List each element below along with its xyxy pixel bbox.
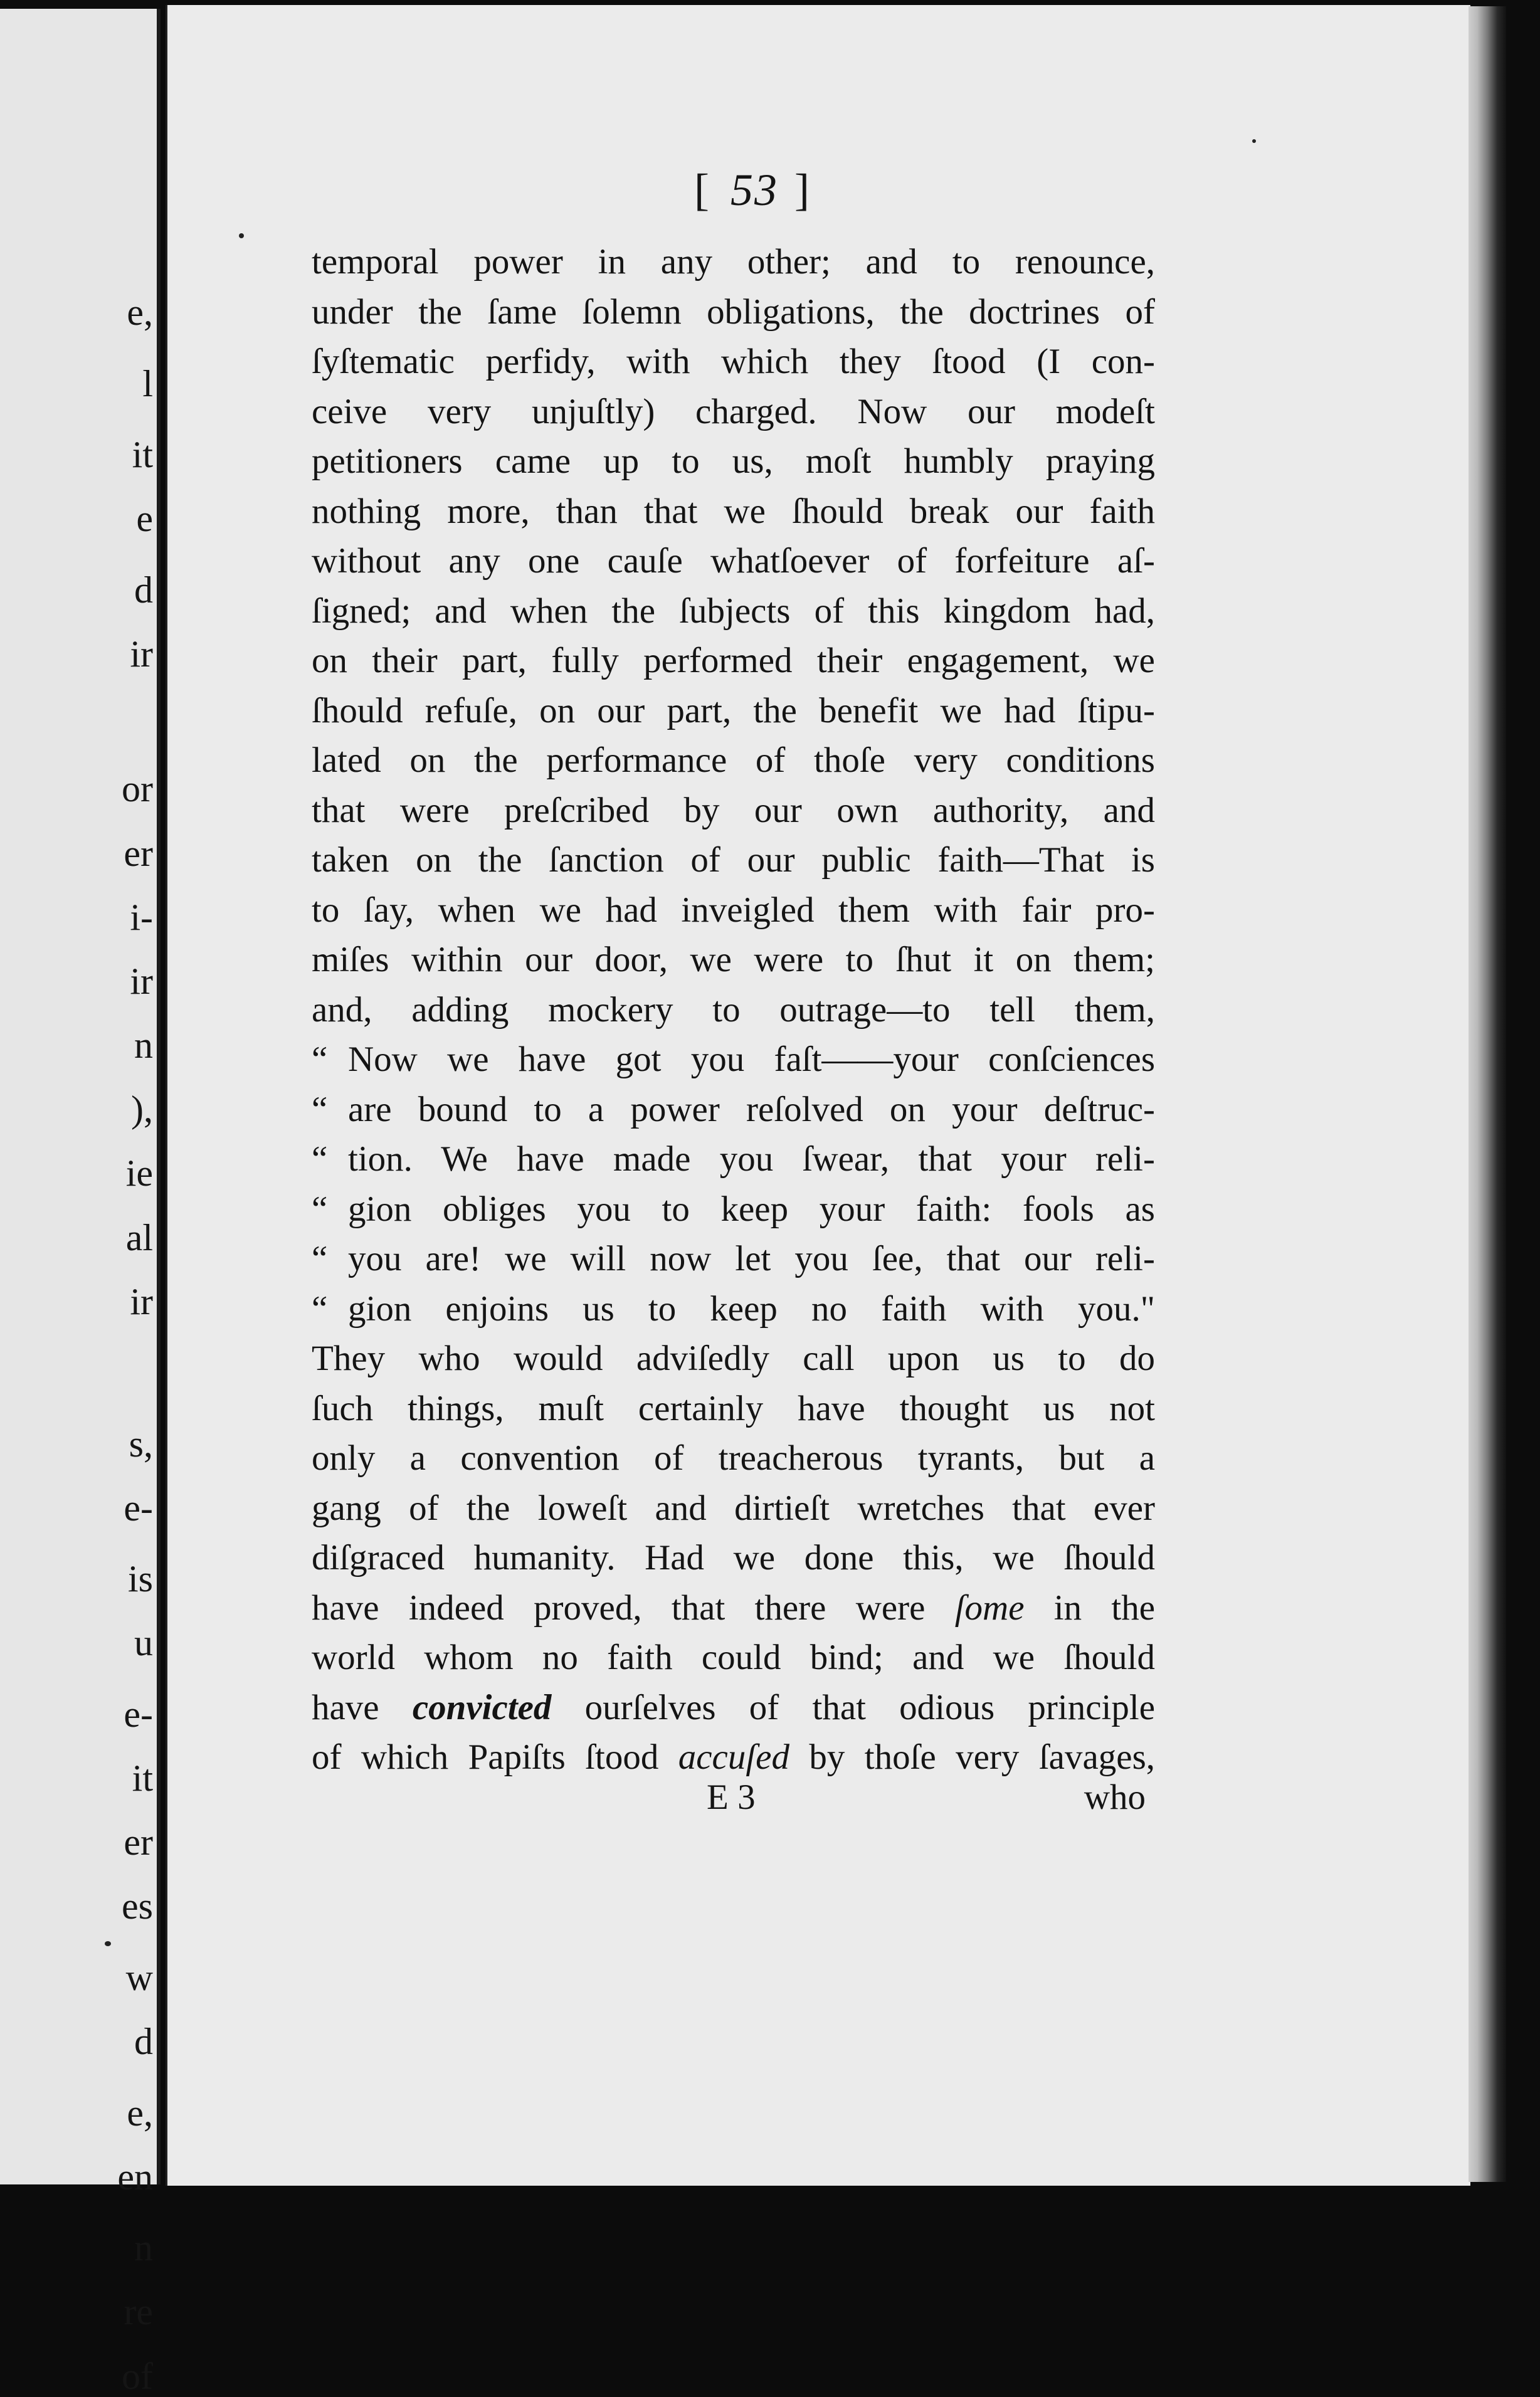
left-edge-fragment: ir <box>130 960 153 1002</box>
text-line: that were preſcribed by our own authority, and <box>312 790 1155 830</box>
folio-close-bracket: ] <box>794 165 815 215</box>
book-page <box>166 5 1470 2186</box>
left-edge-fragment: i- <box>130 896 153 938</box>
text-line: ſuch things, muſt certainly have thought us not <box>312 1388 1155 1428</box>
left-edge-fragment: d <box>134 2021 153 2063</box>
left-edge-fragment: ir <box>130 633 153 675</box>
text-span: in the <box>1024 1588 1155 1628</box>
quote-mark: “ <box>312 1288 328 1329</box>
quoted-text: gion obliges you to keep your faith: fools as <box>348 1189 1155 1229</box>
left-edge-fragment: is <box>127 1558 153 1600</box>
left-edge-fragment: ir <box>130 1280 153 1322</box>
left-edge-fragment: e <box>136 498 153 540</box>
quoted-line <box>312 1085 1155 1135</box>
left-edge-fragment: n <box>134 1025 153 1067</box>
italic-word: accuſed <box>678 1737 789 1777</box>
text-line: without any one cauſe whatſoever of forfeiture aſ- <box>312 541 1155 581</box>
quoted-line <box>312 1184 1155 1235</box>
quote-mark: “ <box>312 1139 328 1179</box>
italic-word: ſome <box>954 1588 1025 1628</box>
left-facing-page <box>0 9 161 2397</box>
left-edge-fragment: d <box>134 569 153 611</box>
quoted-text: Now we have got you faſt——your conſciences <box>348 1040 1155 1079</box>
text-line: ſyſtematic perfidy, with which they ſtood (I con- <box>312 342 1155 381</box>
folio-number: 53 <box>730 165 778 215</box>
text-line: miſes within our door, we were to ſhut it on them; <box>312 940 1155 979</box>
left-edge-fragment: re <box>124 2291 153 2333</box>
body-text <box>312 237 1155 1783</box>
quoted-text: you are! we will now let you ſee, that our reli- <box>348 1239 1155 1278</box>
text-line: under the ſame ſolemn obligations, the doctrines of <box>312 292 1155 332</box>
italic-word: convicted <box>412 1687 552 1727</box>
left-edge-fragment: al <box>125 1216 153 1258</box>
left-edge-fragment: l <box>142 362 153 404</box>
text-line: world whom no faith could bind; and we ſhould <box>312 1638 1155 1677</box>
signature-mark: E 3 <box>707 1778 756 1817</box>
text-line: nothing more, than that we ſhould break our faith <box>312 491 1155 531</box>
page-edge-shadow <box>1469 6 1506 2182</box>
folio-open-bracket: [ <box>694 165 714 215</box>
left-edge-fragment: it <box>132 434 153 475</box>
text-span: ourſelves of that odious principle <box>551 1687 1155 1727</box>
text-line: They who would adviſedly call upon us to do <box>312 1339 1155 1378</box>
catchword: who <box>1084 1778 1146 1817</box>
left-edge-fragment: of <box>122 2355 153 2397</box>
text-span: of which Papiſts ſtood <box>312 1737 678 1777</box>
text-line: only a convention of treacherous tyrants, but a <box>312 1438 1155 1478</box>
left-edge-fragment: ie <box>125 1152 153 1194</box>
quoted-text: are bound to a power reſolved on your deſtruc- <box>348 1089 1155 1129</box>
left-edge-fragment: en <box>117 2156 153 2198</box>
left-edge-fragment: s, <box>129 1423 153 1465</box>
page-footer <box>312 1777 1146 1827</box>
left-edge-fragment: e- <box>124 1487 153 1529</box>
left-edge-fragment: w <box>125 1956 153 1998</box>
quoted-line <box>312 1035 1155 1085</box>
text-line: diſgraced humanity. Had we done this, we ſhould <box>312 1538 1155 1578</box>
text-line <box>312 1732 1155 1783</box>
left-edge-fragment: it <box>132 1757 153 1799</box>
quoted-text: gion enjoins us to keep no faith with you." <box>348 1288 1155 1329</box>
text-line: ceive very unjuſtly) charged. Now our modeſt <box>312 391 1155 431</box>
left-edge-fragment: or <box>122 768 153 810</box>
left-edge-fragment: e, <box>127 292 153 333</box>
ink-speck <box>105 1941 111 1946</box>
left-edge-fragment: es <box>122 1885 153 1927</box>
text-span: have indeed proved, that there were <box>312 1588 955 1628</box>
text-line <box>312 1583 1155 1633</box>
text-span: have <box>312 1687 413 1727</box>
ink-speck <box>1252 139 1256 143</box>
text-line: lated on the performance of thoſe very conditions <box>312 740 1155 780</box>
quoted-text: tion. We have made you ſwear, that your reli- <box>348 1139 1155 1179</box>
text-line: ſigned; and when the ſubjects of this kingdom had, <box>312 591 1155 631</box>
quote-mark: “ <box>312 1040 328 1079</box>
text-line: petitioners came up to us, moſt humbly praying <box>312 441 1155 481</box>
left-edge-fragment: er <box>124 1821 153 1863</box>
left-edge-fragment: er <box>124 832 153 874</box>
text-line <box>312 1683 1155 1733</box>
left-edge-fragment: ), <box>131 1088 153 1130</box>
left-edge-fragment: u <box>134 1622 153 1664</box>
text-line: and, adding mockery to outrage—to tell them, <box>312 989 1155 1030</box>
page-number <box>648 164 861 216</box>
text-line: on their part, fully performed their engagement, we <box>312 641 1155 680</box>
quoted-line <box>312 1284 1155 1334</box>
quoted-line <box>312 1134 1155 1184</box>
text-line: gang of the loweſt and dirtieſt wretches that ever <box>312 1488 1155 1528</box>
text-line: ſhould refuſe, on our part, the benefit we had ſtipu- <box>312 690 1155 730</box>
quote-mark: “ <box>312 1239 328 1278</box>
left-edge-fragment: e, <box>127 2092 153 2134</box>
ink-speck <box>239 233 244 238</box>
quote-mark: “ <box>312 1189 328 1229</box>
text-line: temporal power in any other; and to renounce, <box>312 242 1155 282</box>
quote-mark: “ <box>312 1089 328 1129</box>
text-line: to ſay, when we had inveigled them with fair pro- <box>312 890 1155 930</box>
quoted-line <box>312 1234 1155 1284</box>
left-edge-fragment: n <box>134 2227 153 2269</box>
left-edge-fragment: e- <box>124 1693 153 1735</box>
text-line: taken on the ſanction of our public faith—That is <box>312 840 1155 880</box>
text-span: by thoſe very ſavages, <box>789 1737 1155 1777</box>
